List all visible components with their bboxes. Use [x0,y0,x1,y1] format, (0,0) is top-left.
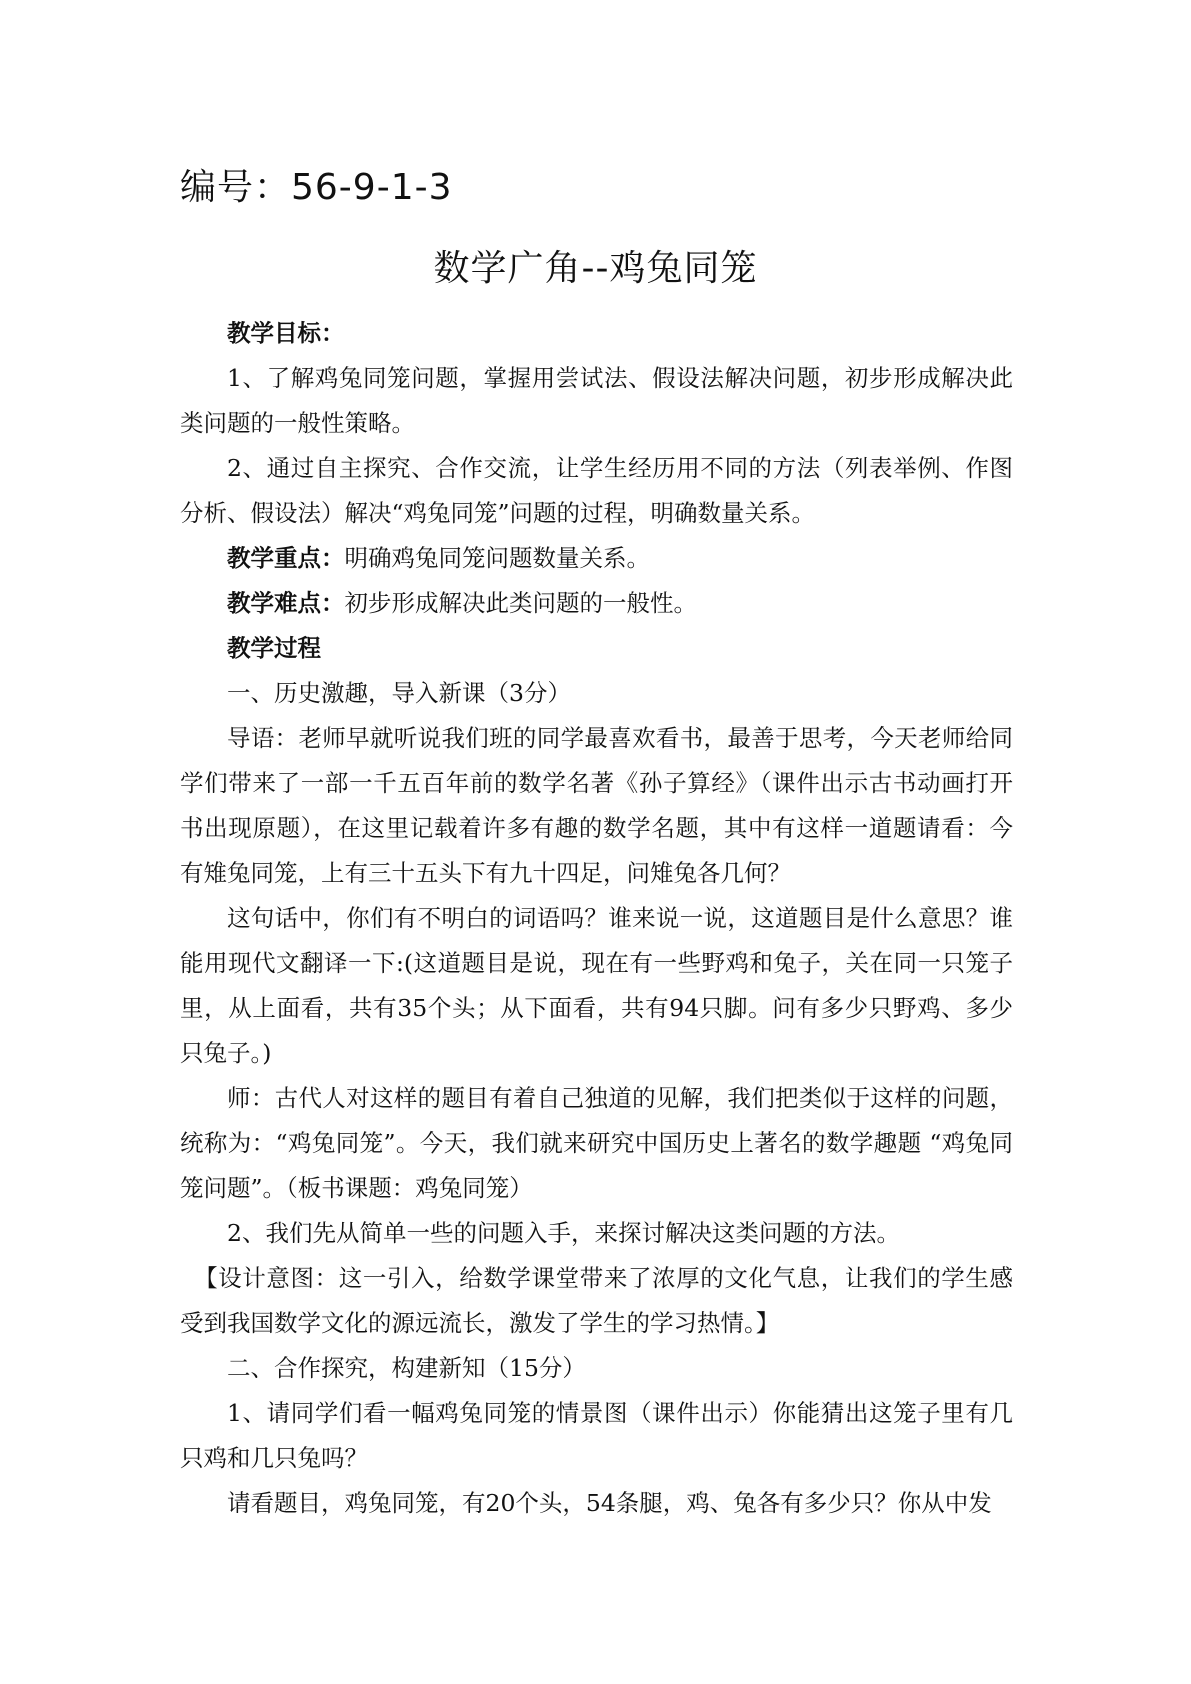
objectives-heading-text: 教学目标： [227,319,345,347]
intro-paragraph: 导语：老师早就听说我们班的同学最喜欢看书，最善于思考，今天老师给同学们带来了一部一千五百年前的数学名著《孙子算经》（课件出示古书动画打开书出现原题），在这里记载着许多有趣的数学名题，其中有这样一道题请看：今有雉兔同笼，上有三十五头下有九十四足，问雉兔各几何？ [180,724,1013,887]
objective-item-1: 1、了解鸡兔同笼问题，掌握用尝试法、假设法解决问题，初步形成解决此类问题的一般性策略。 [180,364,1013,437]
section-2-heading: 二、合作探究，构建新知（15分） [227,1354,586,1382]
process-heading-text: 教学过程 [227,634,321,662]
teacher-paragraph: 师：古代人对这样的题目有着自己独道的见解，我们把类似于这样的问题，统称为：“鸡兔同笼”。今天，我们就来研究中国历史上著名的数学趣题 “鸡兔同笼问题”。（板书课题：鸡兔同笼） [180,1084,1013,1202]
simple-problem-paragraph: 2、我们先从简单一些的问题入手，来探讨解决这类问题的方法。 [227,1219,900,1247]
question-paragraph: 这句话中，你们有不明白的词语吗？谁来说一说，这道题目是什么意思？谁能用现代文翻译一下:(这道题目是说，现在有一些野鸡和兔子，关在同一只笼子里，从上面看，共有35个头；从下面看，共有94只脚。问有多少只野鸡、多少只兔子。) [180,904,1013,1067]
design-intent-paragraph: 【设计意图：这一引入，给数学课堂带来了浓厚的文化气息，让我们的学生感受到我国数学文化的源远流长，激发了学生的学习热情。】 [180,1264,1013,1337]
document-body [180,311,1013,1526]
objective-item-2: 2、通过自主探究、合作交流，让学生经历用不同的方法（列表举例、作图分析、假设法）解决“鸡兔同笼”问题的过程，明确数量关系。 [180,454,1013,527]
picture-paragraph: 1、请同学们看一幅鸡兔同笼的情景图（课件出示）你能猜出这笼子里有几只鸡和几只兔吗？ [180,1399,1013,1472]
key-point-paragraph [180,536,1013,581]
difficulty-paragraph [180,581,1013,626]
section-1-heading: 一、历史激趣，导入新课（3分） [227,679,571,707]
key-point-label: 教学重点： [227,544,345,572]
process-heading [180,626,1013,671]
problem-paragraph: 请看题目，鸡兔同笼，有20个头，54条腿，鸡、兔各有多少只？你从中发 [227,1489,992,1517]
difficulty-label: 教学难点： [227,589,345,617]
difficulty-text: 初步形成解决此类问题的一般性。 [344,589,697,617]
key-point-text: 明确鸡兔同笼问题数量关系。 [344,544,650,572]
objectives-heading [180,311,1013,356]
document-number: 编号：56-9-1-3 [180,167,453,208]
document-title: 数学广角--鸡兔同笼 [433,248,758,289]
